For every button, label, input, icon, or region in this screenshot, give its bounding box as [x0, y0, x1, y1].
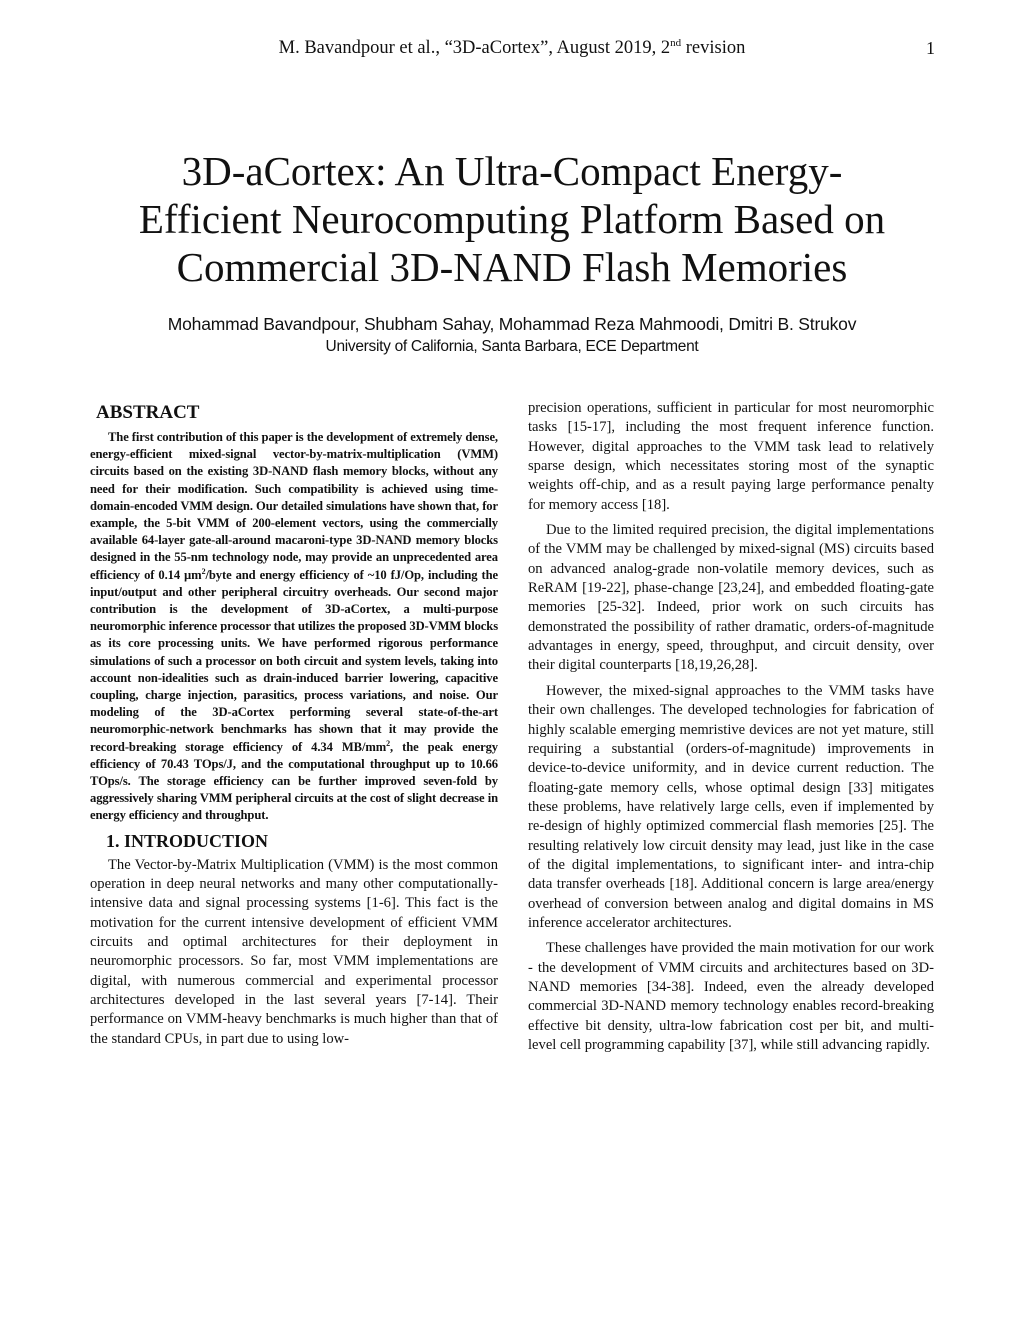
page-number: 1	[926, 38, 935, 58]
intro-paragraph-3: However, the mixed-signal approaches to the VMM tasks have their own challenges. The developed technologies for fabrication of highly scalable emerging memristive devices are not yet mature, still requiring a substantial (orders-of-magnitude) improvements in device-to-device uniformity, and in device current reduction. The floating-gate memory cells, whose optimal design [33] mitigates these problems, have relatively large cells, even if implemented by re-design of highly optimized commercial flash memories [25]. The resulting relatively low circuit density may lead, just like in the case of the digital implementations, to significant inter- and intra-chip data transfer overheads [18]. Additional concern is large area/energy overhead of conversion between analog and digital domains in MS inference accelerator architectures.	[528, 682, 934, 931]
intro-paragraph-1-continued: precision operations, sufficient in particular for most neuromorphic tasks [15-17], including the most frequent inference function. However, digital approaches to the VMM task lead to relatively sparse design, which necessitates storing most of the synaptic weights off-chip, and as a result paying large performance penalty for memory access [18].	[528, 400, 934, 513]
left-column	[90, 401, 498, 1049]
running-head	[0, 36, 1024, 60]
title-line-1: 3D-aCortex: An Ultra-Compact Energy-	[181, 148, 843, 194]
paper-title	[60, 147, 964, 291]
abstract-text-3: , the peak energy efficiency of 70.43 TOps/J, and the computational throughput up to 10.66 TOps/s. The storage efficiency can be further improved seven-fold by aggressively sharing VMM peripheral circuits at the cost of slight decrease in energy efficiency and throughput.	[90, 739, 498, 823]
title-line-2: Efficient Neurocomputing Platform Based on	[138, 196, 886, 242]
affiliation: University of California, Santa Barbara, ECE Department	[325, 338, 699, 355]
running-head-superscript: nd	[670, 37, 682, 49]
title-line-3: Commercial 3D-NAND Flash Memories	[176, 244, 848, 290]
abstract-body	[90, 429, 498, 825]
author-list: Mohammad Bavandpour, Shubham Sahay, Mohammad Reza Mahmoodi, Dmitri B. Strukov	[167, 314, 857, 334]
running-head-text: M. Bavandpour et al., “3D-aCortex”, August 2019, 2	[278, 38, 671, 58]
abstract-text-2: /byte and energy efficiency of ~10 fJ/Op, including the input/output and other peripheral circuitry overheads. Our second major contribution is the development of 3D-aCortex, a multi-purpose neuromorphic inference processor that utilizes the proposed 3D-VMM blocks as its core processing units. We have performed rigorous performance simulations of such a processor on both circuit and system levels, taking into account non-idealities such as drain-induced barrier lowering, capacitive coupling, charge injection, parasitics, process variations, and noise. Our modeling of the 3D-aCortex performing several state-of-the-art neuromorphic-network benchmarks has shown that it may provide the record-breaking storage efficiency of 4.34 MB/mm	[90, 567, 498, 754]
intro-paragraph-4: These challenges have provided the main motivation for our work - the development of VMM circuits and architectures based on 3D-NAND memories [34-38]. Indeed, even the already developed commercial 3D-NAND memory technology enables record-breaking effective bit density, ultra-low fabrication cost per bit, and multi-level cell programming capability [37], while still advancing rapidly.	[528, 940, 934, 1053]
right-column	[528, 399, 934, 1061]
running-head-suffix: revision	[681, 38, 746, 58]
introduction-heading: 1. INTRODUCTION	[106, 830, 269, 851]
abstract-text-1: The first contribution of this paper is the development of extremely dense, energy-efficient mixed-signal vector-by-matrix-multiplication (VMM) circuits based on the existing 3D-NAND flash memory blocks, without any need for their modification. Such compatibility is achieved using time-domain-encoded VMM design. Our detailed simulations have shown that, for example, the 5-bit VMM of 200-element vectors, using the commercially available 64-layer gate-all-around macaroni-type 3D-NAND memory blocks designed in the 55-nm technology node, may provide an unprecedented area efficiency of 0.14 µm	[90, 430, 498, 582]
intro-paragraph-2: Due to the limited required precision, the digital implementations of the VMM may be challenged by mixed-signal (MS) circuits based on advanced analog-grade non-volatile memory devices, such as ReRAM [19-22], phase-change [23,24], and embedded floating-gate memories [25-32]. Indeed, prior work on such circuits has demonstrated the possibility of rather dramatic, orders-of-magnitude advantages in energy, speed, throughput, and circuit density, over their digital counterparts [18,19,26,28].	[528, 522, 934, 674]
intro-paragraph-1: The Vector-by-Matrix Multiplication (VMM) is the most common operation in deep neural networks and many other computationally-intensive data and signal processing systems [1-6]. This fact is the motivation for the current intensive development of efficient VMM circuits and optimal architectures for their deployment in neuromorphic processors. So far, most VMM implementations are digital, with numerous commercial and experimental processor architectures developed in the last several years [7-14]. Their performance on VMM-heavy benchmarks is much higher than that of the standard CPUs, in part due to using low-	[90, 856, 498, 1047]
abstract-heading: ABSTRACT	[96, 402, 200, 423]
abstract-sup-1: 2	[201, 566, 206, 576]
abstract-sup-2: 2	[386, 738, 391, 748]
